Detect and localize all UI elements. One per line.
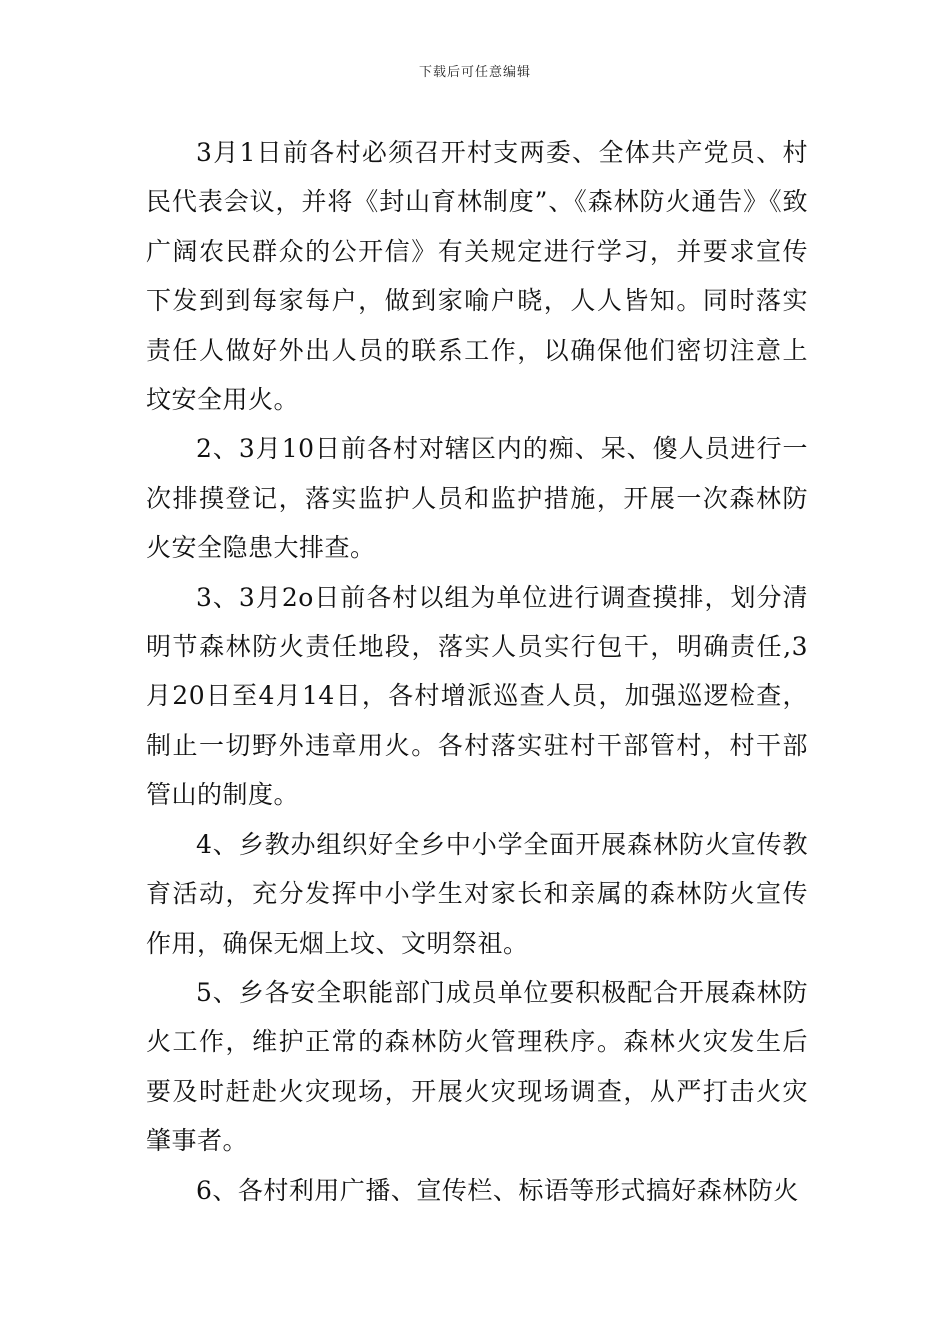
paragraph-2: 2、3月10日前各村对辖区内的痴、呆、傻人员进行一次排摸登记，落实监护人员和监护措施，开展一次森林防火安全隐患大排查。 xyxy=(146,434,808,563)
paragraph-3: 3、3月2o日前各村以组为单位进行调查摸排，划分清明节森林防火责任地段，落实人员实行包干，明确责任,3月20日至4月14日，各村增派巡查人员，加强巡逻检查，制止一切野外违章用火。各村落实驻村干部管村，村干部管山的制度。 xyxy=(146,582,808,810)
paragraph-1: 3月1日前各村必须召开村支两委、全体共产党员、村民代表会议，并将《封山育林制度”、《森林防火通告》《致广阔农民群众的公开信》有关规定进行学习，并要求宣传下发到到每家每户，做到家喻户晓，人人皆知。同时落实责任人做好外出人员的联系工作，以确保他们密切注意上坟安全用火。 xyxy=(146,138,808,415)
paragraph-6: 6、各村利用广播、宣传栏、标语等形式搞好森林防火 xyxy=(196,1175,799,1205)
paragraph-4: 4、乡教办组织好全乡中小学全面开展森林防火宣传教育活动，充分发挥中小学生对家长和亲属的森林防火宣传作用，确保无烟上坟、文明祭祖。 xyxy=(146,829,808,958)
paragraph-5: 5、乡各安全职能部门成员单位要积极配合开展森林防火工作，维护正常的森林防火管理秩序。森林火灾发生后要及时赶赴火灾现场，开展火灾现场调查，从严打击火灾肇事者。 xyxy=(146,977,808,1156)
page-header: 下载后可任意编辑 xyxy=(418,65,531,80)
document-body xyxy=(146,128,808,1215)
